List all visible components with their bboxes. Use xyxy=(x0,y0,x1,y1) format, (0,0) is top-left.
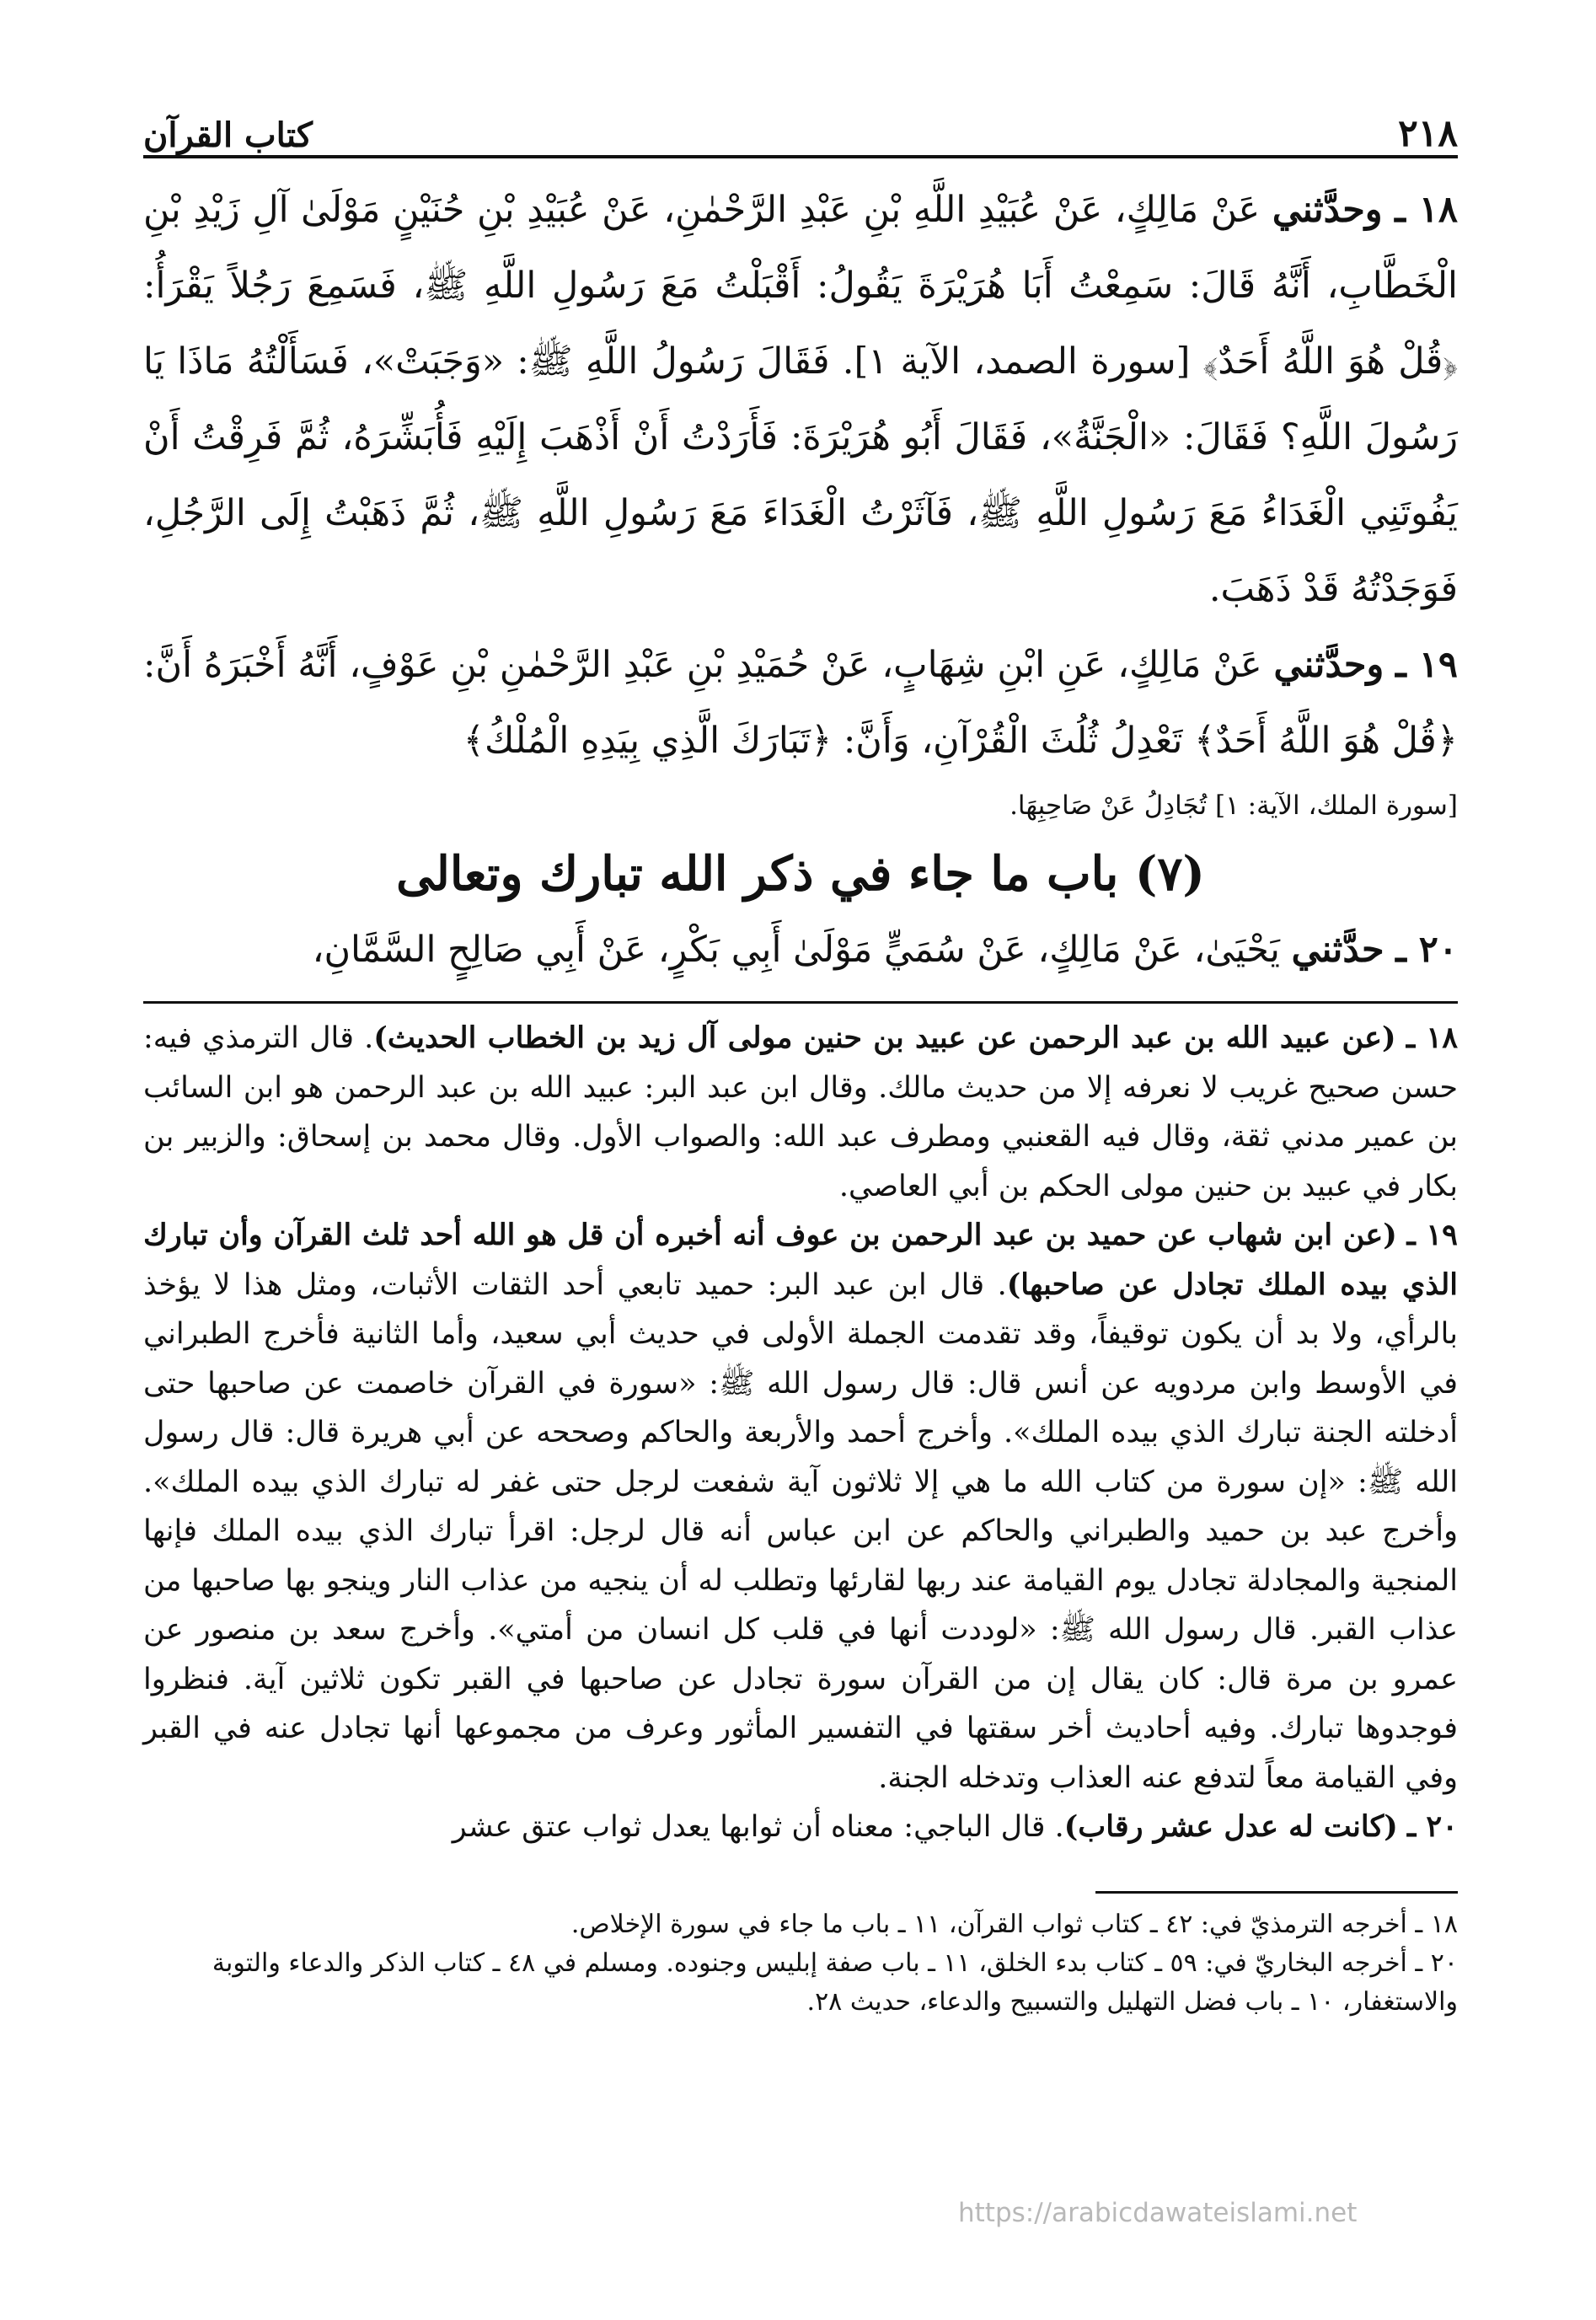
hadith-body: عَنْ مَالِكٍ، عَنِ ابْنِ شِهَابٍ، عَنْ حُمَيْدِ بْنِ عَبْدِ الرَّحْمٰنِ بْنِ عَوْفٍ، أَنَّهُ أَخْبَرَهُ أَنَّ: ﴿قُلْ هُوَ اللَّهُ أَحَدٌ﴾ تَعْدِلُ ثُلُثَ الْقُرْآنِ، وَأَنَّ: ﴿تَبَارَكَ الَّذِي بِيَدِهِ الْمُلْكُ﴾ xyxy=(143,644,1458,762)
footnote-divider xyxy=(1095,1891,1458,1894)
commentary-divider xyxy=(143,1001,1458,1004)
page-number: ٢١٨ xyxy=(1398,112,1458,155)
commentary-body: . قال الباجي: معناه أن ثوابها يعدل ثواب عتق عشر xyxy=(452,1810,1064,1844)
footnotes xyxy=(143,1905,1458,2022)
hadith-lead: وحدَّثني xyxy=(1272,189,1383,231)
commentary-18 xyxy=(143,1014,1458,1211)
hadith-number: ١٩ ـ xyxy=(1395,644,1459,686)
footnote: ٢٠ ـ أخرجه البخاريّ في: ٥٩ ـ كتاب بدء الخلق، ١١ ـ باب صفة إبليس وجنوده. ومسلم في ٤٨ ـ كتاب الذكر والدعاء والتوبة والاستغفار، ١٠ ـ باب فضل التهليل والتسبيح والدعاء، حديث ٢٨. xyxy=(212,1948,1458,2017)
commentary-number: ١٩ ـ xyxy=(1406,1218,1458,1252)
commentary-number: ٢٠ ـ xyxy=(1406,1809,1458,1844)
watermark: https://arabicdawateislami.net xyxy=(958,2198,1358,2228)
hadith-lead: وحدَّثني xyxy=(1273,644,1384,686)
hadith-20 xyxy=(143,912,1458,988)
book-title: كتاب القرآن xyxy=(143,115,313,155)
commentary-19 xyxy=(143,1211,1458,1803)
page-header xyxy=(143,101,1458,158)
chapter-title: (٧) باب ما جاء في ذكر الله تبارك وتعالى xyxy=(396,846,1205,902)
hadith-18 xyxy=(143,172,1458,627)
hadith-lead: حدَّثني xyxy=(1291,929,1384,971)
commentary-20 xyxy=(143,1803,1458,1852)
hadith-body: يَحْيَىٰ، عَنْ مَالِكٍ، عَنْ سُمَيٍّ مَوْلَىٰ أَبِي بَكْرٍ، عَنْ أَبِي صَالِحٍ السَّمَّانِ، xyxy=(312,929,1280,971)
commentary-body: . قال الترمذي فيه: حسن صحيح غريب لا نعرفه إلا من حديث مالك. وقال ابن عبد البر: عبيد الله بن عبد الرحمن هو ابن السائب بن عمير مدني ثقة، وقال فيه القعنبي ومطرف عبد الله: والصواب الأول. وقال محمد بن إسحاق: والزبير بن بكار في عبيد بن حنين مولى الحكم بن أبي العاصي. xyxy=(143,1021,1458,1203)
hadith-text xyxy=(143,172,1458,988)
commentary xyxy=(143,1014,1458,1852)
footnote: ١٨ ـ أخرجه الترمذيّ في: ٤٢ ـ كتاب ثواب القرآن، ١١ ـ باب ما جاء في سورة الإخلاص. xyxy=(570,1909,1458,1939)
hadith-number: ٢٠ ـ xyxy=(1395,929,1458,971)
commentary-body: . قال ابن عبد البر: حميد تابعي أحد الثقات الأثبات، ومثل هذا لا يؤخذ بالرأي، ولا بد أن يكون توقيفاً، وقد تقدمت الجملة الأولى في حديث أبي سعيد، وأما الثانية فأخرج الطبراني في الأوسط وابن مردويه عن أنس قال: قال رسول الله ﷺ: «سورة في القرآن خاصمت عن صاحبها حتى أدخلته الجنة تبارك الذي بيده الملك». وأخرج أحمد والأربعة والحاكم وصححه عن أبي هريرة قال: قال رسول الله ﷺ: «إن سورة من كتاب الله ما هي إلا ثلاثون آية شفعت لرجل حتى غفر له تبارك الذي بيده الملك». وأخرج عبد بن حميد والطبراني والحاكم عن ابن عباس أنه قال لرجل: اقرأ تبارك الذي بيده الملك فإنها المنجية والمجادلة تجادل يوم القيامة عند ربها لقارئها وتطلب له أن ينجيه من عذاب النار وينجو بها صاحبها من عذاب القبر. قال رسول الله ﷺ: «لوددت أنها في قلب كل انسان من أمتي». وأخرج سعد بن منصور عن عمرو بن مرة قال: كان يقال إن من القرآن سورة تجادل عن صاحبها في القبر تكون ثلاثين آية. فنظروا فوجدوها تبارك. وفيه أحاديث أخر سقتها في التفسير المأثور وعرف من مجموعها أنها تجادل عنه في القبر وفي القيامة معاً لتدفع عنه العذاب وتدخله الجنة. xyxy=(143,1267,1458,1795)
commentary-number: ١٨ ـ xyxy=(1406,1021,1459,1055)
hadith-19-reference: [سورة الملك، الآية: ١] تُجَادِلُ عَنْ صَاحِبِهَا. xyxy=(1010,790,1458,821)
commentary-quote: (عن عبيد الله بن عبد الرحمن عن عبيد بن حنين مولى آل زيد بن الخطاب الحديث) xyxy=(373,1021,1396,1055)
commentary-quote: (عن ابن شهاب عن حميد بن عبد الرحمن بن عوف أنه أخبره أن قل هو الله أحد ثلث القرآن وأن تبارك الذي بيده الملك تجادل عن صاحبها) xyxy=(143,1218,1458,1302)
commentary-quote: (كانت له عدل عشر رقاب) xyxy=(1063,1809,1398,1844)
book-page xyxy=(143,101,1458,2022)
hadith-19 xyxy=(143,627,1458,779)
hadith-number: ١٨ ـ xyxy=(1395,189,1459,231)
hadith-body: عَنْ مَالِكٍ، عَنْ عُبَيْدِ اللَّهِ بْنِ عَبْدِ الرَّحْمٰنِ، عَنْ عُبَيْدِ بْنِ حُنَيْنٍ مَوْلَىٰ آلِ زَيْدِ بْنِ الْخَطَّابِ، أَنَّهُ قَالَ: سَمِعْتُ أَبَا هُرَيْرَةَ يَقُولُ: أَقْبَلْتُ مَعَ رَسُولِ اللَّهِ ﷺ، فَسَمِعَ رَجُلاً يَقْرَأُ: ﴿قُلْ هُوَ اللَّهُ أَحَدٌ﴾ [سورة الصمد، الآية ١]. فَقَالَ رَسُولُ اللَّهِ ﷺ: «وَجَبَتْ»، فَسَأَلْتُهُ مَاذَا يَا رَسُولَ اللَّهِ؟ فَقَالَ: «الْجَنَّةُ»، فَقَالَ أَبُو هُرَيْرَةَ: فَأَرَدْتُ أَنْ أَذْهَبَ إِلَيْهِ فَأُبَشِّرَهُ، ثُمَّ فَرِقْتُ أَنْ يَفُوتَنِي الْغَدَاءُ مَعَ رَسُولِ اللَّهِ ﷺ، فَآثَرْتُ الْغَدَاءَ مَعَ رَسُولِ اللَّهِ ﷺ، ثُمَّ ذَهَبْتُ إِلَى الرَّجُلِ، فَوَجَدْتُهُ قَدْ ذَهَبَ. xyxy=(143,189,1458,610)
